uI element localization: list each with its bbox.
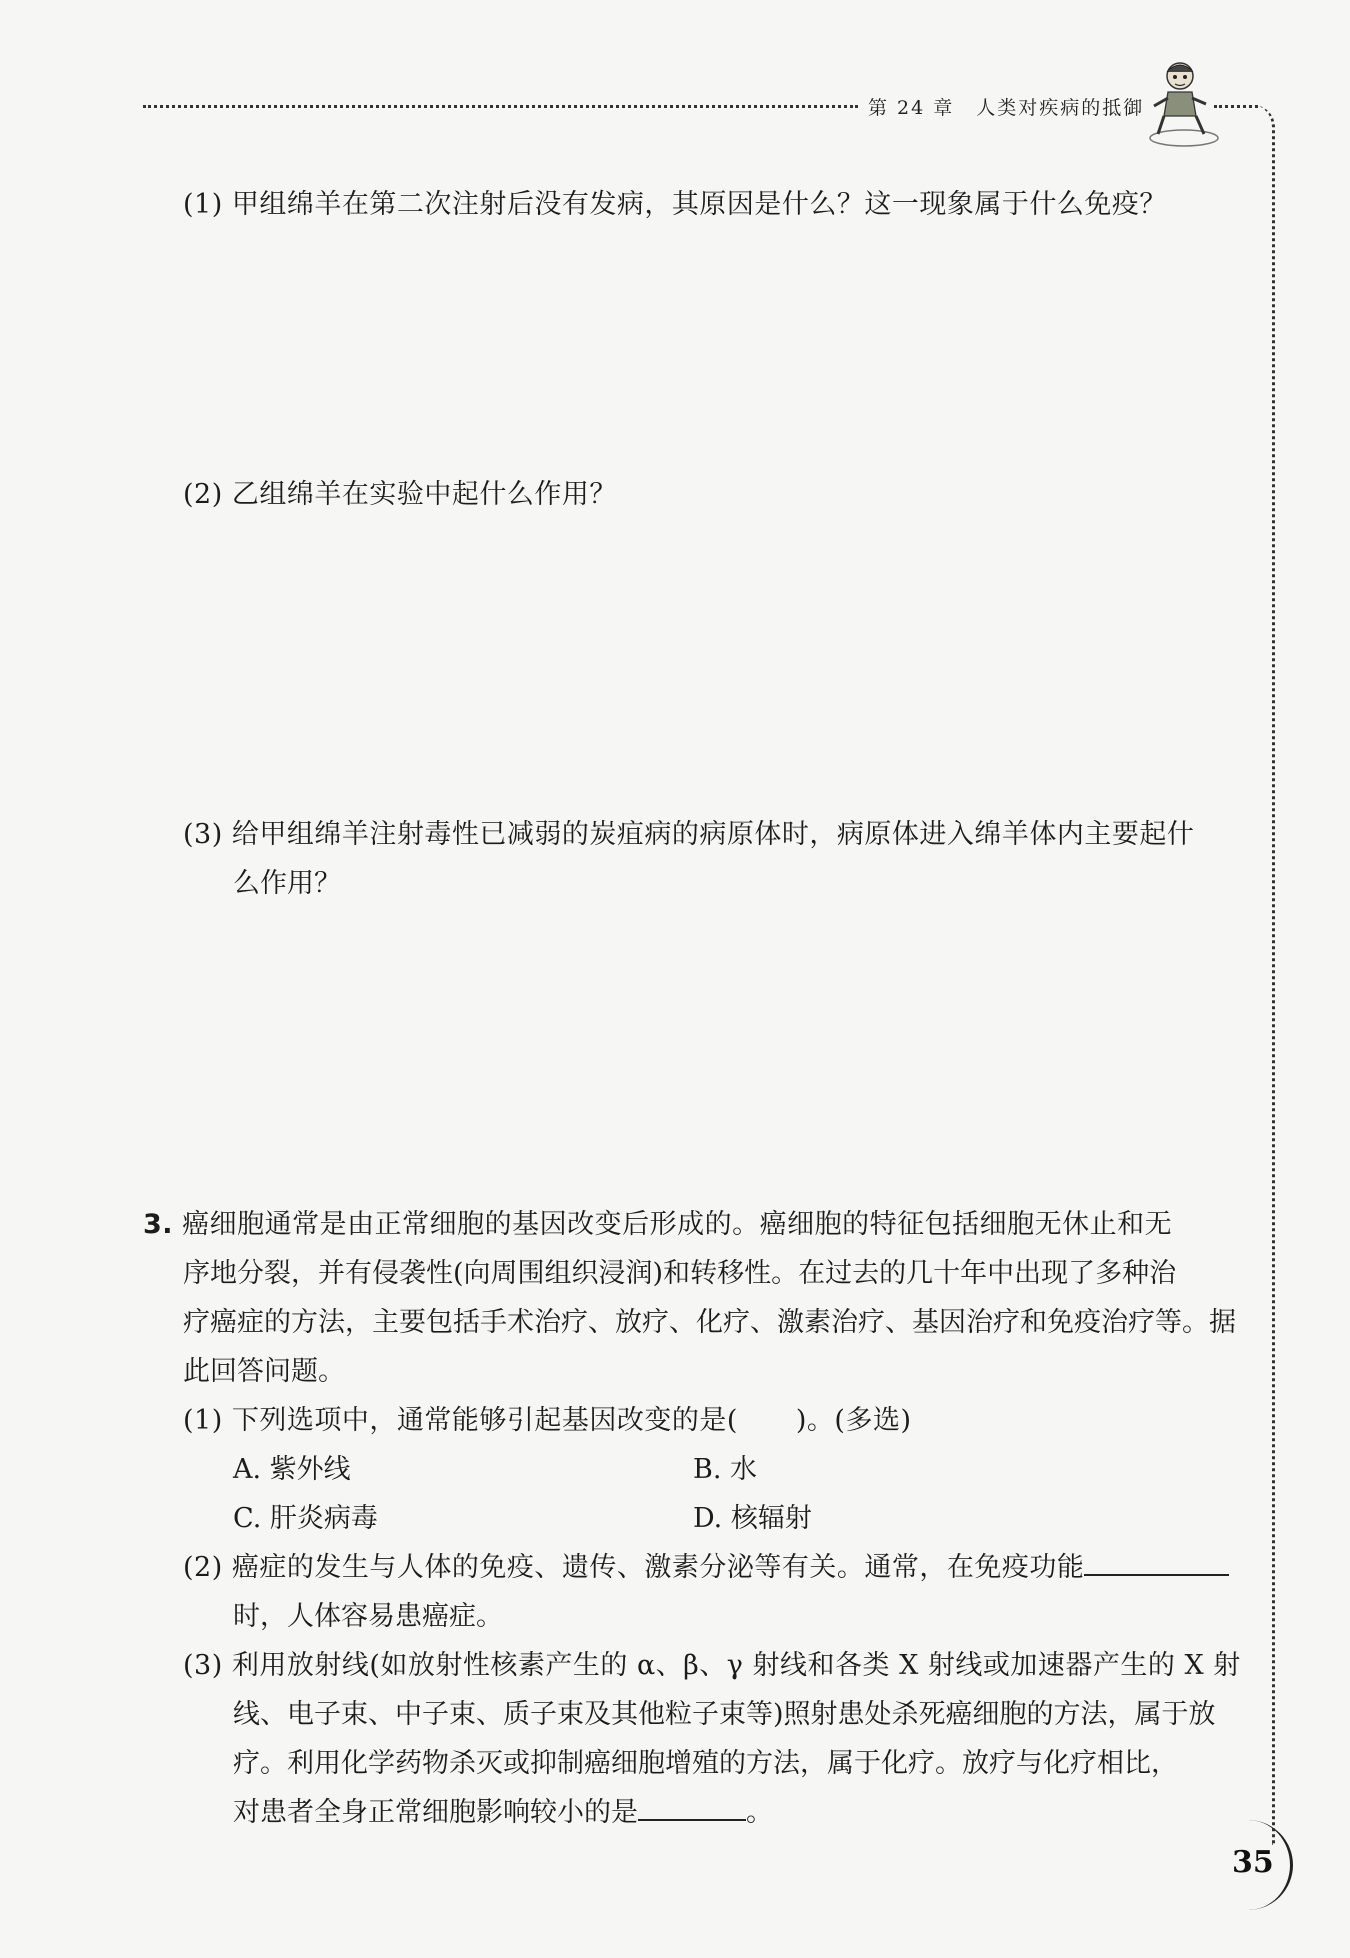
q3-sub3-line4 — [233, 1788, 773, 1837]
q3-option-a: A. 紫外线 — [233, 1454, 351, 1485]
page-number: 35 — [1232, 1845, 1274, 1880]
q3-sub3-line2: 线、电子束、中子束、质子束及其他粒子束等)照射患处杀死癌细胞的方法，属于放 — [233, 1699, 1216, 1730]
q2-sub1-text: (1) 甲组绵羊在第二次注射后没有发病，其原因是什么？这一现象属于什么免疫？ — [183, 189, 1167, 220]
mascot-boy-icon — [1140, 58, 1222, 150]
q3-sub3-answer-blank[interactable] — [638, 1789, 746, 1821]
q3-sub2-answer-blank[interactable] — [1084, 1544, 1229, 1576]
header-dotted-rule — [143, 105, 858, 108]
q3-sub1-suffix: )。(多选) — [795, 1405, 912, 1436]
q3-stem-line2: 序地分裂，并有侵袭性(向周围组织浸润)和转移性。在过去的几十年中出现了多种治 — [183, 1258, 1177, 1289]
chapter-title: 人类对疾病的抵御 — [976, 97, 1145, 119]
q3-stem-text-1: 癌细胞通常是由正常细胞的基因改变后形成的。癌细胞的特征包括细胞无休止和无 — [182, 1209, 1173, 1240]
q3-sub3-line4-period: 。 — [746, 1797, 773, 1828]
q3-sub2-line1 — [183, 1543, 1229, 1592]
q3-number: 3. — [143, 1209, 174, 1240]
q3-sub2-text: (2) 癌症的发生与人体的免疫、遗传、激素分泌等有关。通常，在免疫功能 — [183, 1552, 1085, 1583]
q3-sub3-line1: (3) 利用放射线(如放射性核素产生的 α、β、γ 射线和各类 X 射线或加速器产生的 X 射 — [183, 1650, 1241, 1681]
chapter-number: 第 24 章 — [868, 97, 955, 119]
q3-option-d: D. 核辐射 — [693, 1503, 812, 1534]
q2-sub2-text: (2) 乙组绵羊在实验中起什么作用？ — [183, 479, 617, 510]
q2-sub3-line1: (3) 给甲组绵羊注射毒性已减弱的炭疽病的病原体时，病原体进入绵羊体内主要起什 — [183, 819, 1195, 850]
q3-option-c: C. 肝炎病毒 — [233, 1503, 378, 1534]
q2-sub3-line2: 么作用？ — [233, 868, 341, 899]
q3-sub1 — [183, 1396, 911, 1445]
q3-stem-line4: 此回答问题。 — [183, 1356, 345, 1387]
q3-sub3-line3: 疗。利用化学药物杀灭或抑制癌细胞增殖的方法，属于化疗。放疗与化疗相比， — [233, 1748, 1178, 1779]
q3-sub3-line4-text: 对患者全身正常细胞影响较小的是 — [233, 1797, 638, 1828]
q3-sub2-line2: 时，人体容易患癌症。 — [233, 1601, 503, 1632]
q3-option-b: B. 水 — [693, 1454, 758, 1485]
q3-sub1-prefix: (1) 下列选项中，通常能够引起基因改变的是( — [183, 1405, 738, 1436]
chapter-header — [868, 93, 1144, 120]
q3-stem-line1 — [143, 1200, 1172, 1249]
page-edge-dotted-border — [1236, 105, 1275, 1845]
q3-stem-line3: 疗癌症的方法，主要包括手术治疗、放疗、化疗、激素治疗、基因治疗和免疫治疗等。据 — [183, 1307, 1236, 1338]
